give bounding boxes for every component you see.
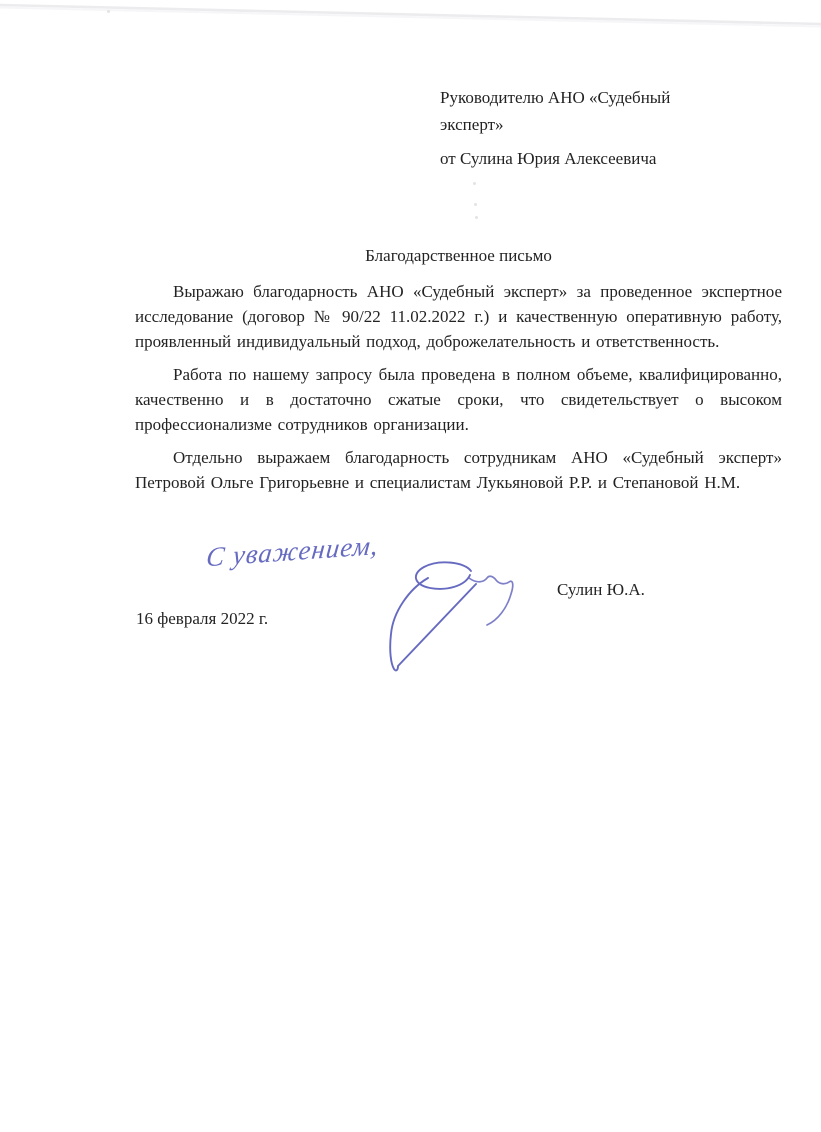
letter-title: Благодарственное письмо bbox=[365, 246, 552, 265]
handwritten-signature bbox=[381, 558, 519, 680]
scan-speck bbox=[474, 203, 477, 206]
recipient-block bbox=[440, 84, 730, 179]
handwritten-closing: С уважением, bbox=[204, 529, 381, 573]
letter-date: 16 февраля 2022 г. bbox=[136, 609, 269, 628]
recipient-line-1: Руководителю АНО «Судебный bbox=[440, 88, 671, 107]
paragraph-1: Выражаю благодарность АНО «Судебный эксперт» за проведенное экспертное исследование (договор № 90/22 11.02.2022 г.) и качественную оперативную работу, проявленный индивидуальный подход, доброжелательность и ответственность. bbox=[135, 282, 782, 351]
scan-speck bbox=[475, 216, 478, 219]
sender-line: от Сулина Юрия Алексеевича bbox=[440, 149, 657, 168]
paragraph-3: Отдельно выражаем благодарность сотрудникам АНО «Судебный эксперт» Петровой Ольге Григорьевне и специалистам Лукьяновой Р.Р. и Степановой Н.М. bbox=[135, 448, 782, 492]
scan-edge-artifact bbox=[0, 0, 821, 32]
signature-name: Сулин Ю.А. bbox=[557, 580, 645, 599]
scan-speck bbox=[473, 182, 476, 185]
letter-body bbox=[135, 243, 782, 503]
paragraph-2: Работа по нашему запросу была проведена в полном объеме, квалифицированно, качественно и в достаточно сжатые сроки, что свидетельствует о высоком профессионализме сотрудников организации. bbox=[135, 365, 782, 434]
scan-speck bbox=[107, 10, 110, 13]
recipient-name bbox=[440, 84, 730, 138]
recipient-line-2: эксперт» bbox=[440, 115, 504, 134]
